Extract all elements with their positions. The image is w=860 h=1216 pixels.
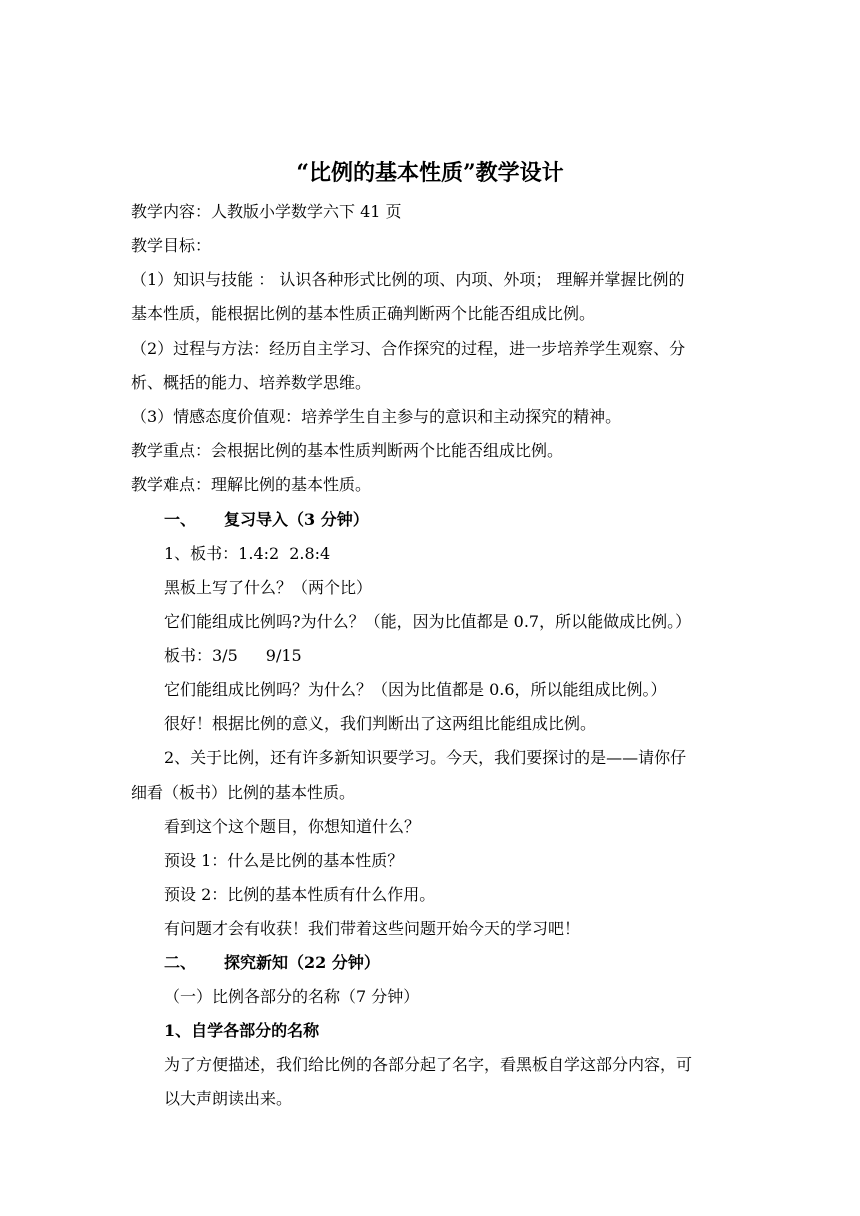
motivation-line: 有问题才会有收获！我们带着这些问题开始今天的学习吧！ — [164, 919, 581, 938]
question-line-3: 它们能组成比例吗？为什么？（因为比值都是 0.6，所以能组成比例。） — [164, 680, 667, 699]
board-fraction-1: 板书：3/5 — [164, 646, 238, 665]
section-1-heading — [164, 507, 764, 533]
self-study-line-2: 以大声朗读出来。 — [164, 1089, 293, 1108]
board-ratio-1: 1、板书：1.4:2 — [164, 544, 280, 563]
goal-2-line-2: 析、概括的能力、培养数学思维。 — [131, 373, 372, 392]
key-point-line: 教学重点：会根据比例的基本性质判断两个比能否组成比例。 — [131, 441, 564, 460]
goal-1-line-2: 基本性质，能根据比例的基本性质正确判断两个比能否组成比例。 — [131, 304, 596, 323]
question-line-2: 它们能组成比例吗?为什么？（能，因为比值都是 0.7，所以能做成比例。） — [164, 612, 692, 631]
board-ratio-2: 2.8:4 — [289, 544, 331, 563]
question-line-4: 看到这个这个题目，你想知道什么？ — [164, 817, 421, 836]
section-2-heading — [164, 950, 764, 976]
teaching-goals-heading: 教学目标： — [131, 236, 212, 255]
section-2-title: 探究新知（22 分钟） — [224, 953, 380, 972]
intro-line-2: 细看（板书）比例的基本性质。 — [131, 783, 356, 802]
subsection-1-heading: （一）比例各部分的名称（7 分钟） — [164, 987, 420, 1006]
self-study-line-1: 为了方便描述，我们给比例的各部分起了名字，看黑板自学这部分内容，可 — [164, 1055, 693, 1074]
teaching-content-line: 教学内容：人教版小学数学六下 41 页 — [131, 202, 402, 221]
section-2-number: 二、 — [164, 953, 197, 972]
summary-line: 很好！根据比例的意义，我们判断出了这两组比能组成比例。 — [164, 714, 597, 733]
board-fraction-2: 9/15 — [265, 646, 302, 665]
document-title: “比例的基本性质”教学设计 — [296, 160, 564, 186]
goal-2-line-1: （2）过程与方法：经历自主学习、合作探究的过程，进一步培养学生观察、分 — [131, 339, 686, 358]
board-writing-2 — [164, 643, 764, 669]
preset-1-line: 预设 1：什么是比例的基本性质？ — [164, 851, 404, 870]
question-line-1: 黑板上写了什么？（两个比） — [164, 578, 373, 597]
intro-line-1: 2、关于比例，还有许多新知识要学习。今天，我们要探讨的是——请你仔 — [164, 748, 687, 767]
goal-3-line: （3）情感态度价值观：培养学生自主参与的意识和主动探究的精神。 — [131, 407, 622, 426]
preset-2-line: 预设 2：比例的基本性质有什么作用。 — [164, 885, 436, 904]
difficult-point-line: 教学难点：理解比例的基本性质。 — [131, 475, 372, 494]
self-study-heading: 1、自学各部分的名称 — [164, 1021, 320, 1040]
board-writing-1 — [164, 541, 764, 567]
section-1-number: 一、 — [164, 510, 197, 529]
section-1-title: 复习导入（3 分钟） — [224, 510, 369, 529]
goal-1-line-1: （1）知识与技能 ： 认识各种形式比例的项、内项、外项； 理解并掌握比例的 — [131, 270, 685, 289]
